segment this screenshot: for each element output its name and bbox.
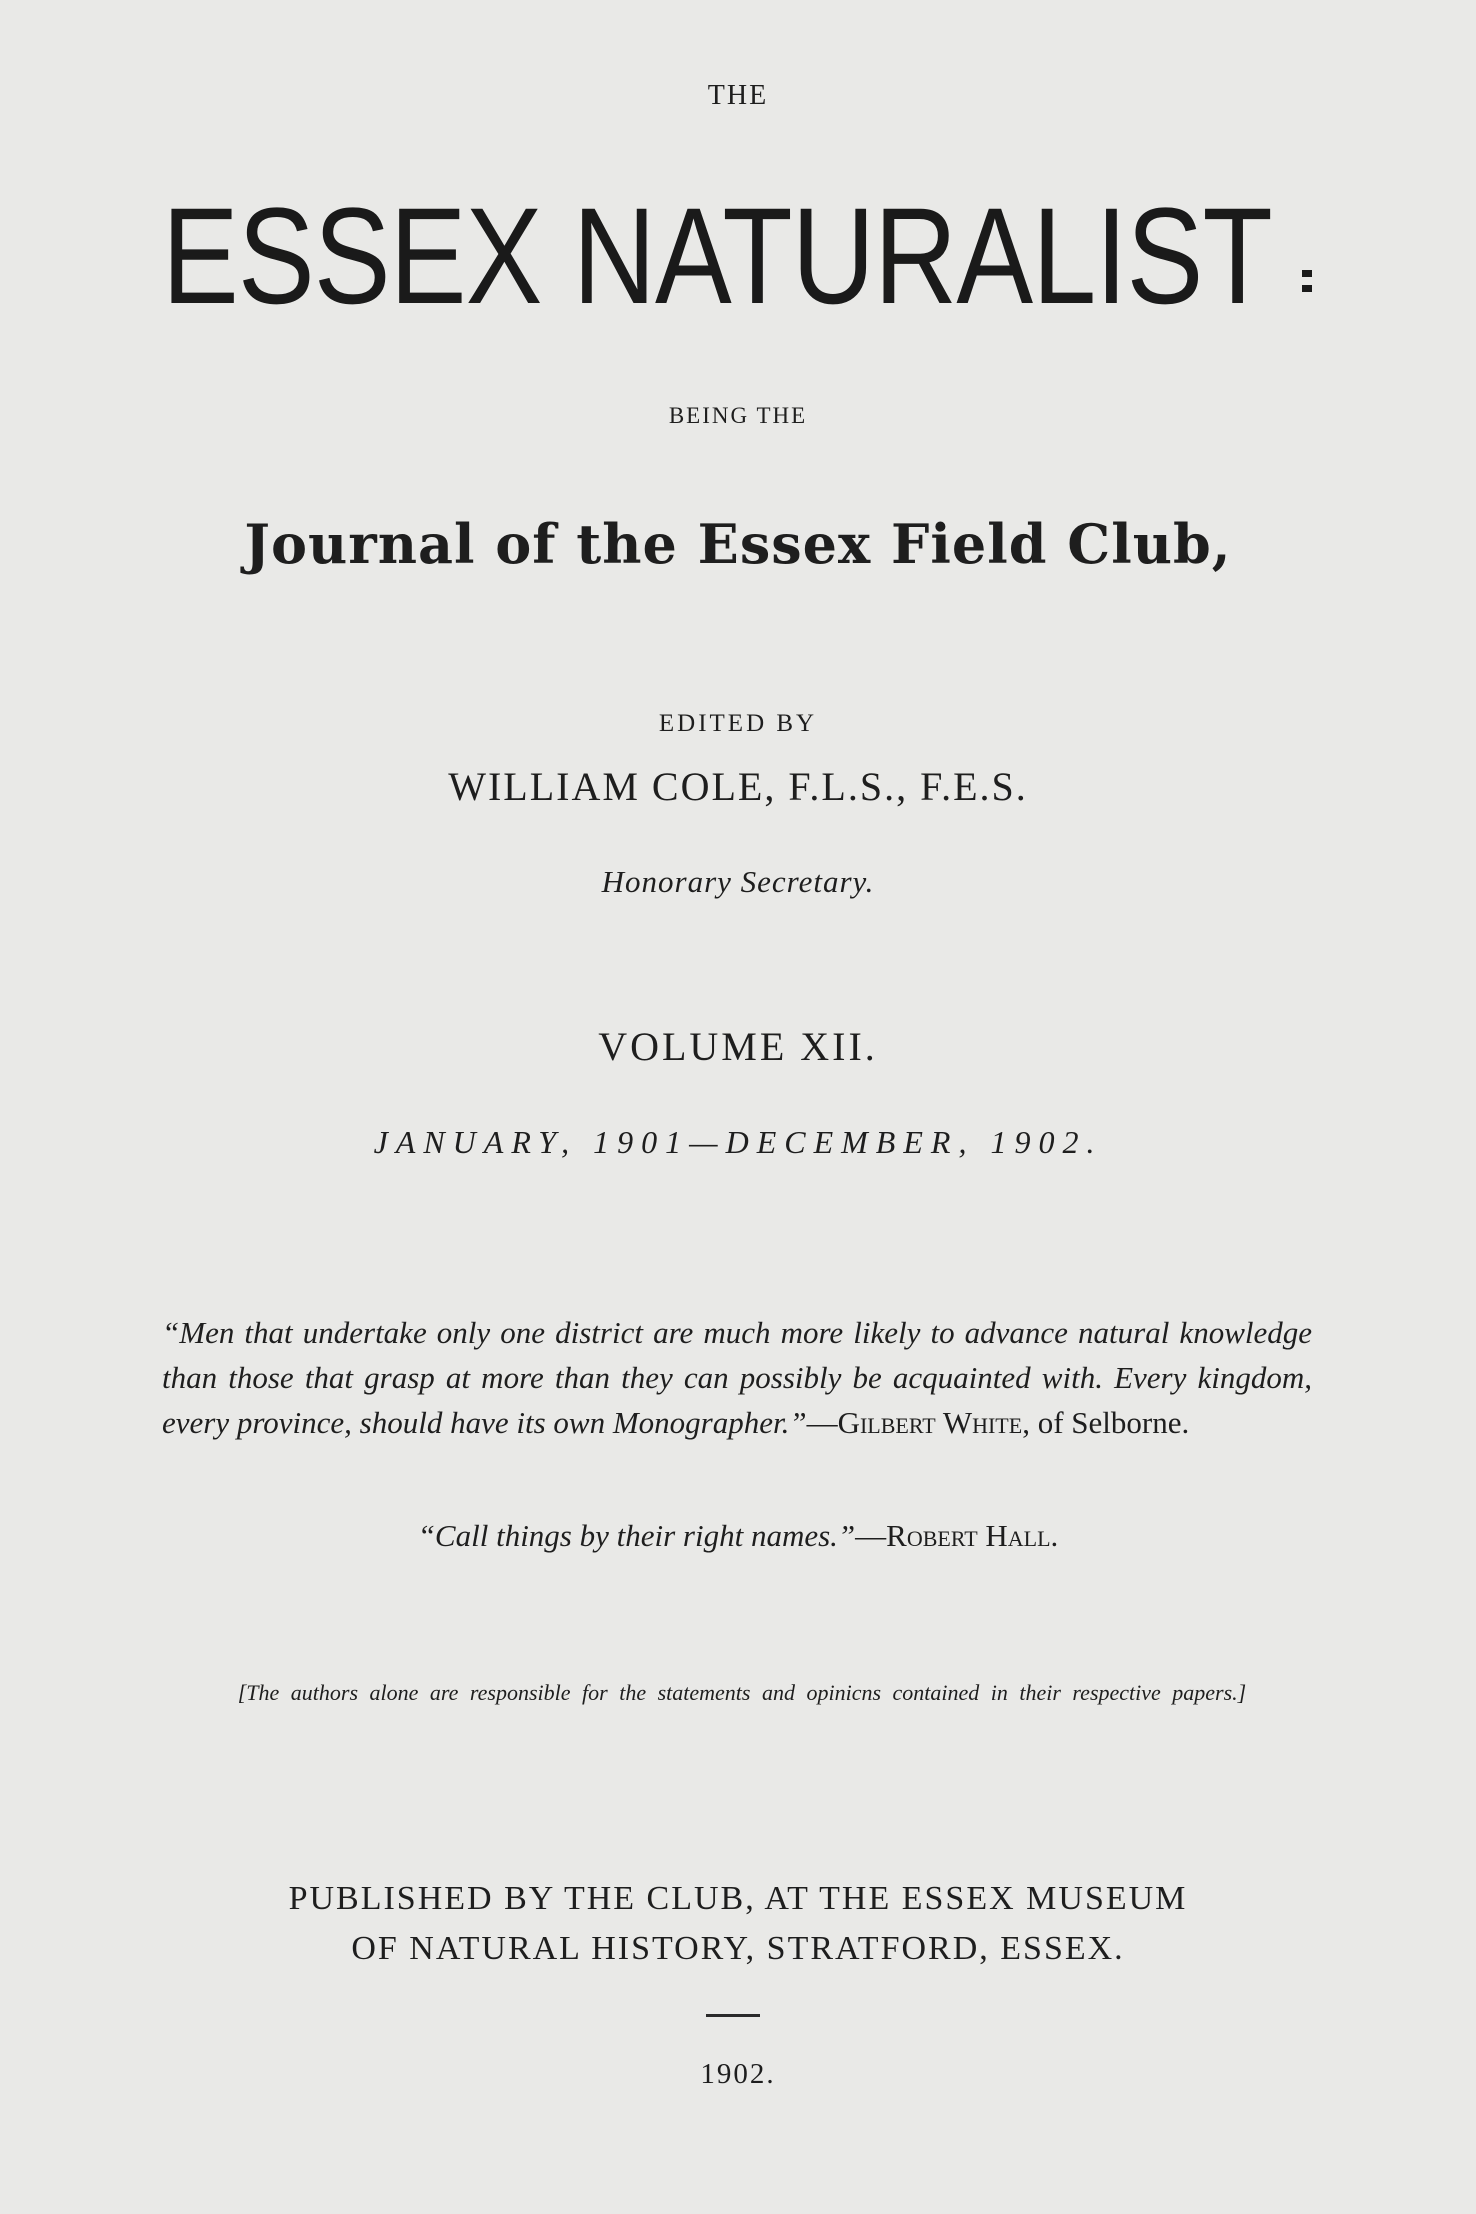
volume-label: VOLUME XII. xyxy=(598,1024,878,1069)
epigraph-hall-author: —Robert Hall. xyxy=(855,1518,1059,1553)
editor-role: Honorary Secretary. xyxy=(601,864,875,899)
epigraph-white-text: “Men that undertake only one district are much more likely to advance natural knowledge than those that grasp at more than they can possibly be acquainted with. Every kingdom, every province, should have its own Monographer.” xyxy=(162,1315,1312,1440)
volume-dates: JANUARY, 1901—DECEMBER, 1902. xyxy=(373,1124,1103,1160)
publication-year: 1902. xyxy=(700,2058,776,2090)
epigraph-white-author: —Gilbert White, xyxy=(806,1405,1030,1440)
epigraph-white xyxy=(162,1310,1312,1445)
epigraph-white-place: of Selborne. xyxy=(1029,1405,1190,1440)
publisher-line-2: OF NATURAL HISTORY, STRATFORD, ESSEX. xyxy=(351,1930,1125,1967)
publisher-line-1: PUBLISHED BY THE CLUB, AT THE ESSEX MUSEUM xyxy=(288,1880,1188,1917)
subtitle-lead: BEING THE xyxy=(668,403,808,428)
divider-rule xyxy=(706,2014,760,2017)
journal-title: Journal of the Essex Field Club, xyxy=(244,512,1232,576)
epigraph-hall xyxy=(0,1518,1476,1554)
edited-by-label: EDITED BY xyxy=(658,710,818,737)
editor-name: WILLIAM COLE, F.L.S., F.E.S. xyxy=(448,764,1028,809)
disclaimer-note: [The authors alone are responsible for the statements and opinicns contained in their respective papers.] xyxy=(237,1680,1247,1705)
page-title: ESSEX NATURALIST xyxy=(162,180,1272,333)
epigraph-hall-text: “Call things by their right names.” xyxy=(417,1518,856,1553)
pretitle: THE xyxy=(707,80,769,111)
title-colon xyxy=(1302,268,1314,296)
